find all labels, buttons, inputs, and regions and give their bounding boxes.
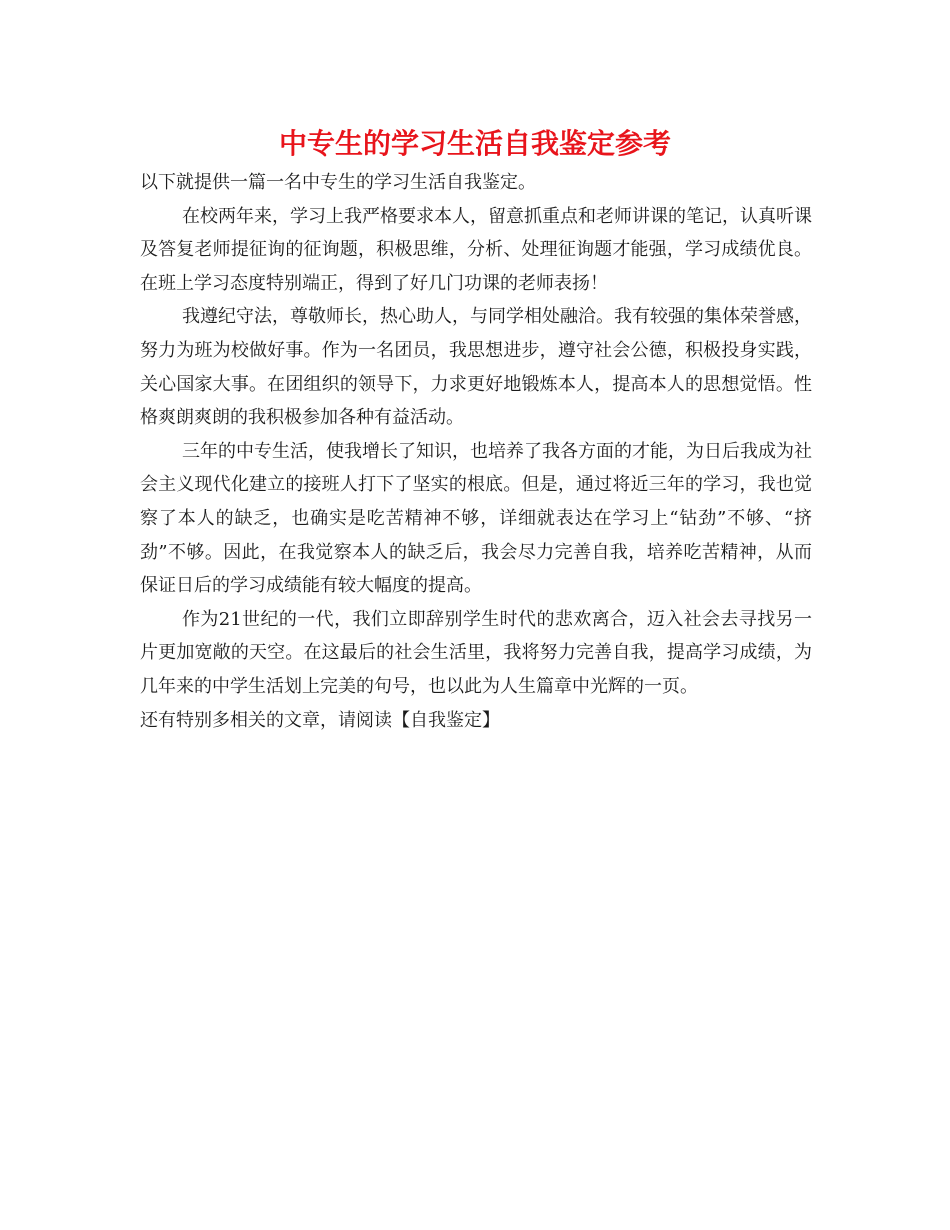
body-paragraph-reflection: 三年的中专生活，使我增长了知识，也培养了我各方面的才能，为日后我成为社会主义现代化建立的接班人打下了坚实的根底。但是，通过将近三年的学习，我也觉察了本人的缺乏，也确实是吃苦精神不够，详细就表达在学习上“钻劲”不够、“挤劲”不够。因此，在我觉察本人的缺乏后，我会尽力完善自我，培养吃苦精神，从而保证日后的学习成绩能有较大幅度的提高。 [140,440,812,597]
body-paragraph-future: 作为21世纪的一代，我们立即辞别学生时代的悲欢离合，迈入社会去寻找另一片更加宽敞的天空。在这最后的社会生活里，我将努力完善自我，提高学习成绩，为几年来的中学生活划上完美的句号，也以此为人生篇章中光辉的一页。 [140,608,812,697]
intro-paragraph: 以下就提供一篇一名中专生的学习生活自我鉴定。 [140,172,536,193]
related-articles-link-line[interactable]: 还有特别多相关的文章，请阅读【自我鉴定】 [140,709,500,731]
document-body [140,166,812,737]
document-title: 中专生的学习生活自我鉴定参考 [278,127,671,160]
body-paragraph-study: 在校两年来，学习上我严格要求本人，留意抓重点和老师讲课的笔记，认真听课及答复老师提征询的征询题，积极思维，分析、处理征询题才能强，学习成绩优良。在班上学习态度特别端正，得到了好几门功课的老师表扬！ [140,205,812,294]
body-paragraph-conduct: 我遵纪守法，尊敬师长，热心助人，与同学相处融洽。我有较强的集体荣誉感，努力为班为校做好事。作为一名团员，我思想进步，遵守社会公德，积极投身实践，关心国家大事。在团组织的领导下，力求更好地锻炼本人，提高本人的思想觉悟。性格爽朗爽朗的我积极参加各种有益活动。 [140,306,812,429]
